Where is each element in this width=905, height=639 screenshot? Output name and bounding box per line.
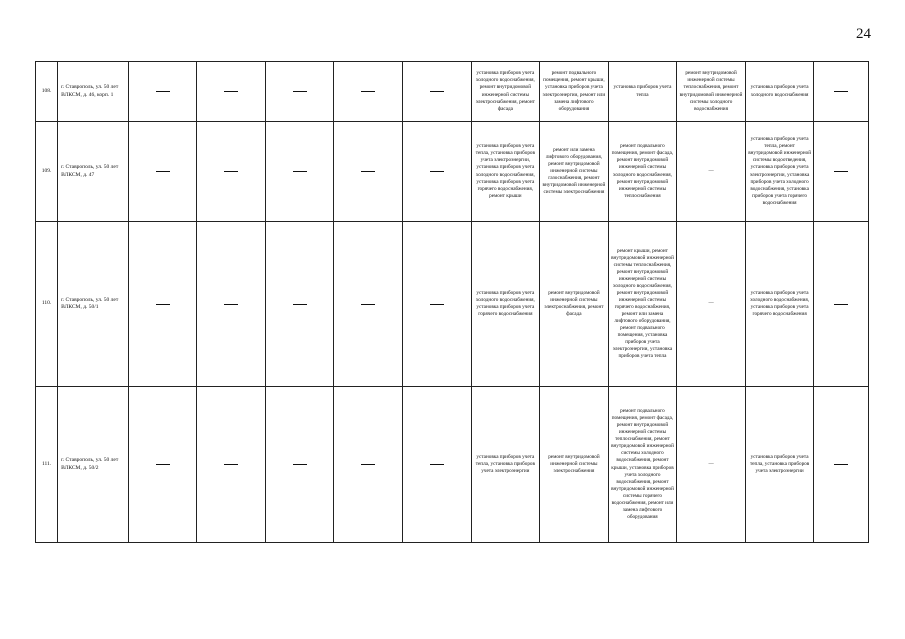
dash <box>293 304 307 305</box>
dash <box>834 91 848 92</box>
dash <box>293 464 307 465</box>
address-cell: г. Ставрополь, ул. 50 лет ВЛКСМ, д. 50/2 <box>58 387 129 543</box>
dash <box>361 304 375 305</box>
empty-cell <box>814 222 869 387</box>
empty-cell <box>334 222 403 387</box>
dash <box>834 171 848 172</box>
address-cell: г. Ставрополь, ул. 50 лет ВЛКСМ, д. 46, корп. 1 <box>58 62 129 122</box>
work-cell: установка приборов учета холодного водоснабжения, ремонт внутридомовой инженерной системы электроснабжения, ремонт фасада <box>471 62 540 122</box>
empty-cell <box>265 387 334 543</box>
table-row <box>36 387 869 543</box>
row-number: 111. <box>36 387 58 543</box>
work-cell: ремонт подвального помещения, ремонт фасада, ремонт внутридомовой инженерной системы теплоснабжения, ремонт внутридомовой инженерной системы холодного водоснабжения, ремонт крыши, установка приборов учета холодного водоснабжения, ремонт внутридомовой инженерной системы горячего водоснабжения, ремонт или замена лифтового оборудования <box>608 387 677 543</box>
dash <box>430 304 444 305</box>
empty-cell <box>403 387 472 543</box>
empty-cell <box>265 222 334 387</box>
empty-cell <box>403 122 472 222</box>
dash <box>156 171 170 172</box>
empty-cell <box>814 62 869 122</box>
work-cell: — <box>677 122 746 222</box>
empty-cell <box>334 122 403 222</box>
dash <box>834 304 848 305</box>
work-cell: ремонт внутридомовой инженерной системы электроснабжения <box>540 387 609 543</box>
work-cell: — <box>677 387 746 543</box>
empty-cell <box>403 222 472 387</box>
page-number: 24 <box>856 26 871 42</box>
work-cell: — <box>677 222 746 387</box>
dash <box>361 91 375 92</box>
work-cell: установка приборов учета холодного водоснабжения <box>745 62 814 122</box>
dash <box>156 464 170 465</box>
empty-cell <box>197 122 266 222</box>
empty-cell <box>334 387 403 543</box>
empty-cell <box>128 222 197 387</box>
work-cell: ремонт подвального помещения, ремонт крыши, установка приборов учета электроэнергии, ремонт или замена лифтового оборудования <box>540 62 609 122</box>
dash <box>430 464 444 465</box>
dash <box>361 464 375 465</box>
dash <box>834 464 848 465</box>
empty-cell <box>265 62 334 122</box>
repair-schedule-table <box>35 61 869 543</box>
table-row <box>36 122 869 222</box>
empty-cell <box>334 62 403 122</box>
dash <box>293 91 307 92</box>
empty-cell <box>128 62 197 122</box>
dash <box>430 171 444 172</box>
address-cell: г. Ставрополь, ул. 50 лет ВЛКСМ, д. 50/1 <box>58 222 129 387</box>
row-number: 108. <box>36 62 58 122</box>
dash <box>224 171 238 172</box>
work-cell: ремонт подвального помещения, ремонт фасада, ремонт внутридомовой инженерной системы холодного водоснабжения, ремонт внутридомовой инженерной системы теплоснабжения <box>608 122 677 222</box>
work-cell: ремонт внутридомовой инженерной системы теплоснабжения, ремонт внутридомовой инженерной системы холодного водоснабжения <box>677 62 746 122</box>
empty-cell <box>814 387 869 543</box>
dash <box>293 171 307 172</box>
dash <box>224 464 238 465</box>
work-cell: ремонт внутридомовой инженерной системы электроснабжения, ремонт фасада <box>540 222 609 387</box>
address-cell: г. Ставрополь, ул. 50 лет ВЛКСМ, д. 47 <box>58 122 129 222</box>
row-number: 110. <box>36 222 58 387</box>
empty-cell <box>197 62 266 122</box>
dash <box>224 91 238 92</box>
dash <box>156 91 170 92</box>
work-cell: установка приборов учета тепла, ремонт внутридомовой инженерной системы водоотведения, установка приборов учета электроэнергии, установка приборов учета холодного водоснабжения, установка приборов учета горячего водоснабжения <box>745 122 814 222</box>
empty-cell <box>403 62 472 122</box>
table-row <box>36 62 869 122</box>
row-number: 109. <box>36 122 58 222</box>
empty-cell <box>128 387 197 543</box>
work-cell: установка приборов учета холодного водоснабжения, установка приборов учета горячего водоснабжения <box>471 222 540 387</box>
dash <box>156 304 170 305</box>
dash <box>361 171 375 172</box>
dash <box>224 304 238 305</box>
work-cell: установка приборов учета тепла, установка приборов учета электроэнергии, установка приборов учета холодного водоснабжения, установка приборов учета горячего водоснабжения, ремонт крыши <box>471 122 540 222</box>
work-cell: установка приборов учета холодного водоснабжения, установка приборов учета горячего водоснабжения <box>745 222 814 387</box>
empty-cell <box>265 122 334 222</box>
empty-cell <box>197 387 266 543</box>
empty-cell <box>814 122 869 222</box>
table-row <box>36 222 869 387</box>
empty-cell <box>128 122 197 222</box>
work-cell: установка приборов учета тепла, установка приборов учета электроэнергии <box>745 387 814 543</box>
dash <box>430 91 444 92</box>
work-cell: установка приборов учета тепла <box>608 62 677 122</box>
work-cell: ремонт крыши, ремонт внутридомовой инженерной системы теплоснабжения, ремонт внутридомовой инженерной системы холодного водоснабжения, ремонт внутридомовой инженерной системы горячего водоснабжения, ремонт или замена лифтового оборудования, ремонт подвального помещения, установка приборов учета электроэнергии, установка приборов учета тепла <box>608 222 677 387</box>
work-cell: установка приборов учета тепла, установка приборов учета электроэнергии <box>471 387 540 543</box>
work-cell: ремонт или замена лифтового оборудования, ремонт внутридомовой инженерной системы газоснабжения, ремонт внутридомовой инженерной системы электроснабжения <box>540 122 609 222</box>
empty-cell <box>197 222 266 387</box>
